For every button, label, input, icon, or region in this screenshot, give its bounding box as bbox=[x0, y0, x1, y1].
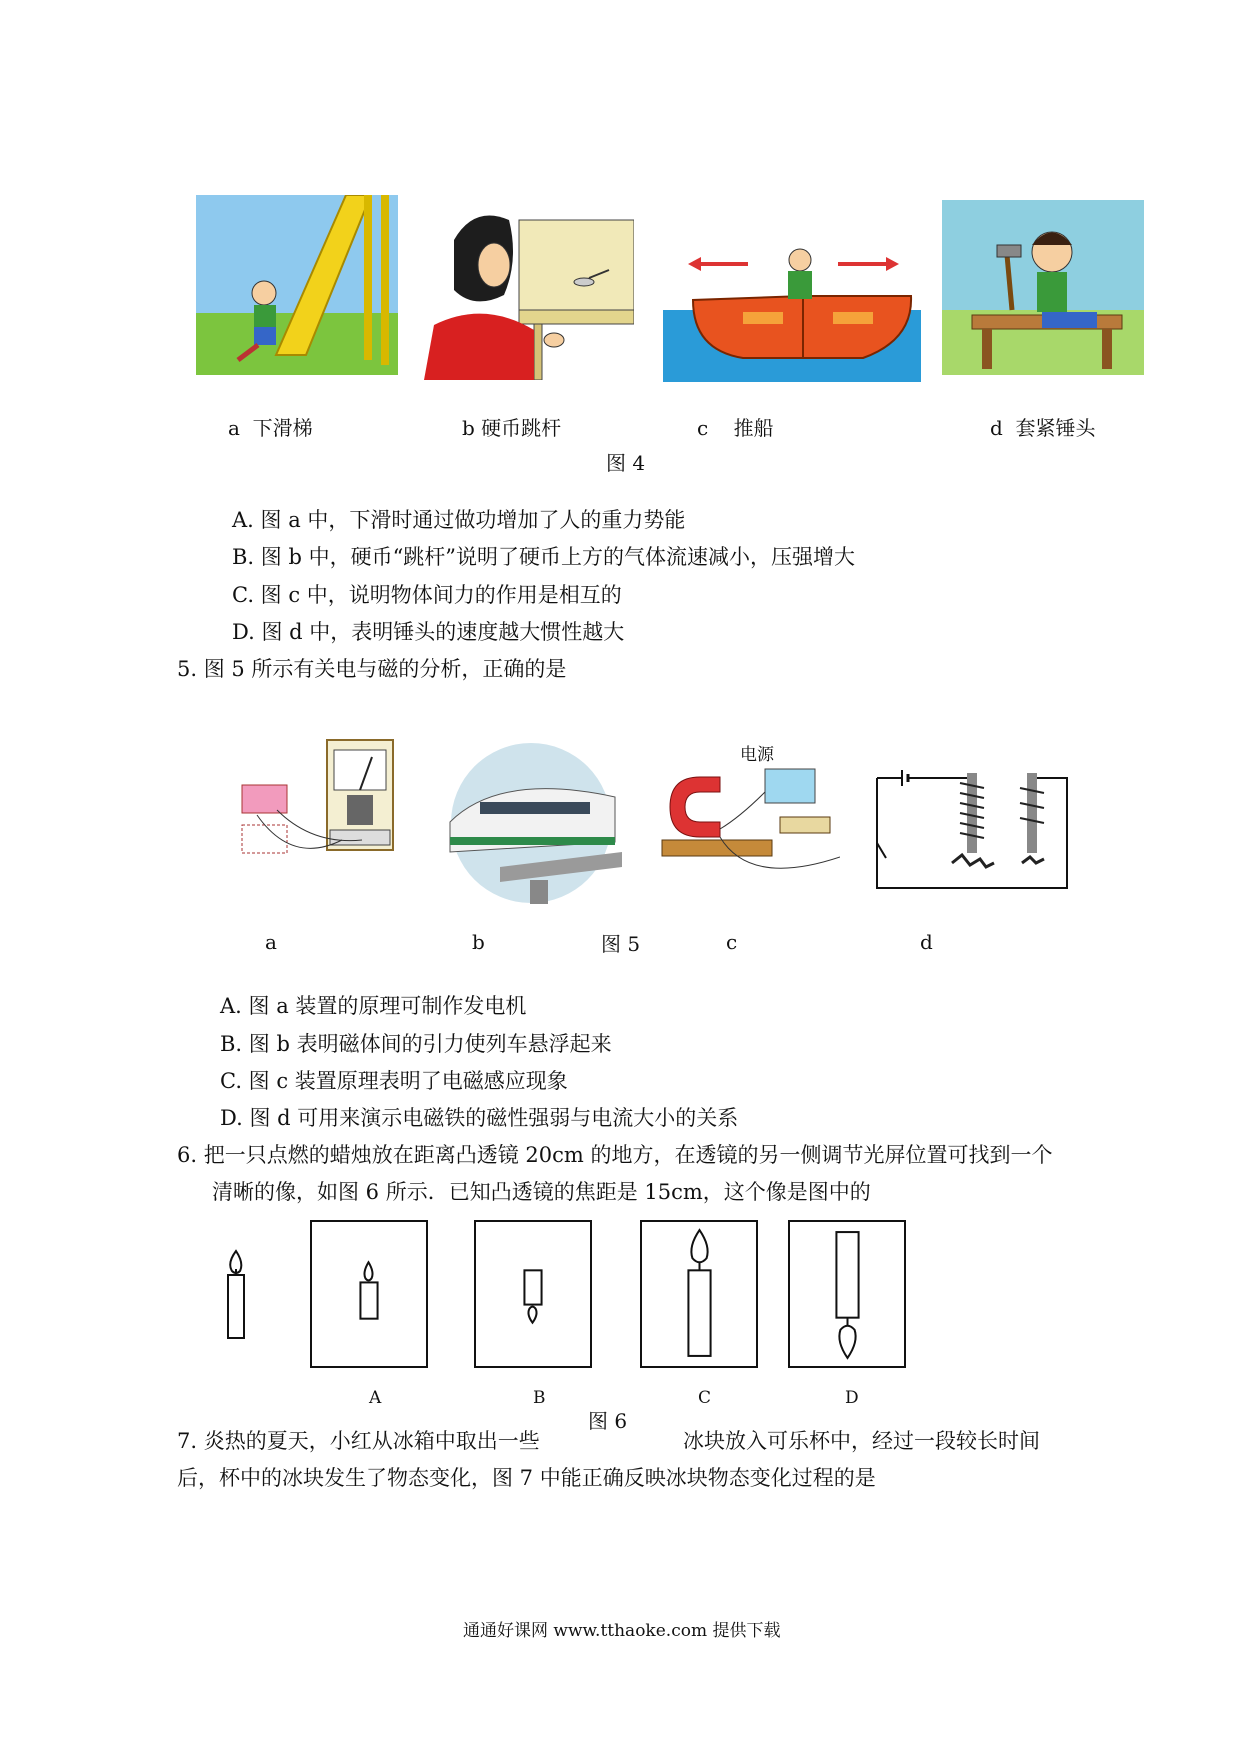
choice-c-image-box bbox=[640, 1220, 758, 1368]
fig5-label-b: b bbox=[472, 930, 485, 954]
q4-option-c: C. 图 c 中，说明物体间力的作用是相互的 bbox=[232, 583, 622, 607]
choice-a-label: A bbox=[369, 1388, 382, 1408]
q5-option-c: C. 图 c 装置原理表明了电磁感应现象 bbox=[220, 1069, 568, 1093]
figure-5b-maglev-image bbox=[440, 742, 622, 904]
fig5-label-d: d bbox=[920, 930, 933, 954]
choice-b-image-box bbox=[474, 1220, 592, 1368]
page-footer: 通通好课网 www.tthaoke.com 提供下载 bbox=[463, 1621, 781, 1641]
q5-stem: 5. 图 5 所示有关电与磁的分析，正确的是 bbox=[177, 657, 567, 681]
q7-line1-part1: 7. 炎热的夏天，小红从冰箱中取出一些 bbox=[177, 1429, 540, 1453]
choice-a-image-box bbox=[310, 1220, 428, 1368]
fig4-caption-c: c 推船 bbox=[697, 416, 774, 440]
choice-d-image-box bbox=[788, 1220, 906, 1368]
fig5-label-a: a bbox=[265, 930, 277, 954]
figure-5d-electromagnet-image bbox=[872, 768, 1072, 896]
q6-stem-line1: 6. 把一只点燃的蜡烛放在距离凸透镜 20cm 的地方，在透镜的另一侧调节光屏位置可找到一个 bbox=[177, 1143, 1053, 1167]
figure-5a-generator-image bbox=[232, 735, 397, 875]
figure-4d-hammer-image bbox=[942, 200, 1144, 375]
q4-option-b: B. 图 b 中，硬币“跳杆”说明了硬币上方的气体流速减小，压强增大 bbox=[232, 545, 856, 569]
choice-d-label: D bbox=[845, 1388, 859, 1408]
fig4-caption-b: b 硬币跳杆 bbox=[462, 416, 562, 440]
q6-stem-line2: 清晰的像，如图 6 所示．已知凸透镜的焦距是 15cm，这个像是图中的 bbox=[212, 1180, 871, 1204]
fig4-caption-d: d 套紧锤头 bbox=[990, 416, 1096, 440]
q7-line1-part2: 冰块放入可乐杯中，经过一段较长时间 bbox=[683, 1429, 1040, 1453]
fig6-title: 图 6 bbox=[588, 1409, 628, 1433]
fig5-title: 图 5 bbox=[601, 932, 641, 956]
choice-c-label: C bbox=[698, 1388, 712, 1408]
fig5-label-c: c bbox=[726, 930, 738, 954]
q5-option-d: D. 图 d 可用来演示电磁铁的磁性强弱与电流大小的关系 bbox=[220, 1106, 739, 1130]
q5-option-b: B. 图 b 表明磁体间的引力使列车悬浮起来 bbox=[220, 1032, 612, 1056]
power-source-label: 电源 bbox=[740, 745, 774, 765]
fig4-caption-a: a 下滑梯 bbox=[228, 416, 313, 440]
q5-option-a: A. 图 a 装置的原理可制作发电机 bbox=[220, 994, 527, 1018]
choice-b-label: B bbox=[533, 1388, 546, 1408]
figure-4b-coin-image bbox=[424, 200, 634, 380]
q4-option-a: A. 图 a 中，下滑时通过做功增加了人的重力势能 bbox=[232, 508, 686, 532]
original-candle-drawing bbox=[222, 1245, 250, 1340]
q7-line2: 后，杯中的冰块发生了物态变化，图 7 中能正确反映冰块物态变化过程的是 bbox=[177, 1466, 876, 1490]
figure-4c-boats-image bbox=[663, 200, 921, 382]
q4-option-d: D. 图 d 中，表明锤头的速度越大惯性越大 bbox=[232, 620, 625, 644]
fig4-title: 图 4 bbox=[606, 451, 646, 475]
figure-4a-slide-image bbox=[196, 195, 398, 375]
